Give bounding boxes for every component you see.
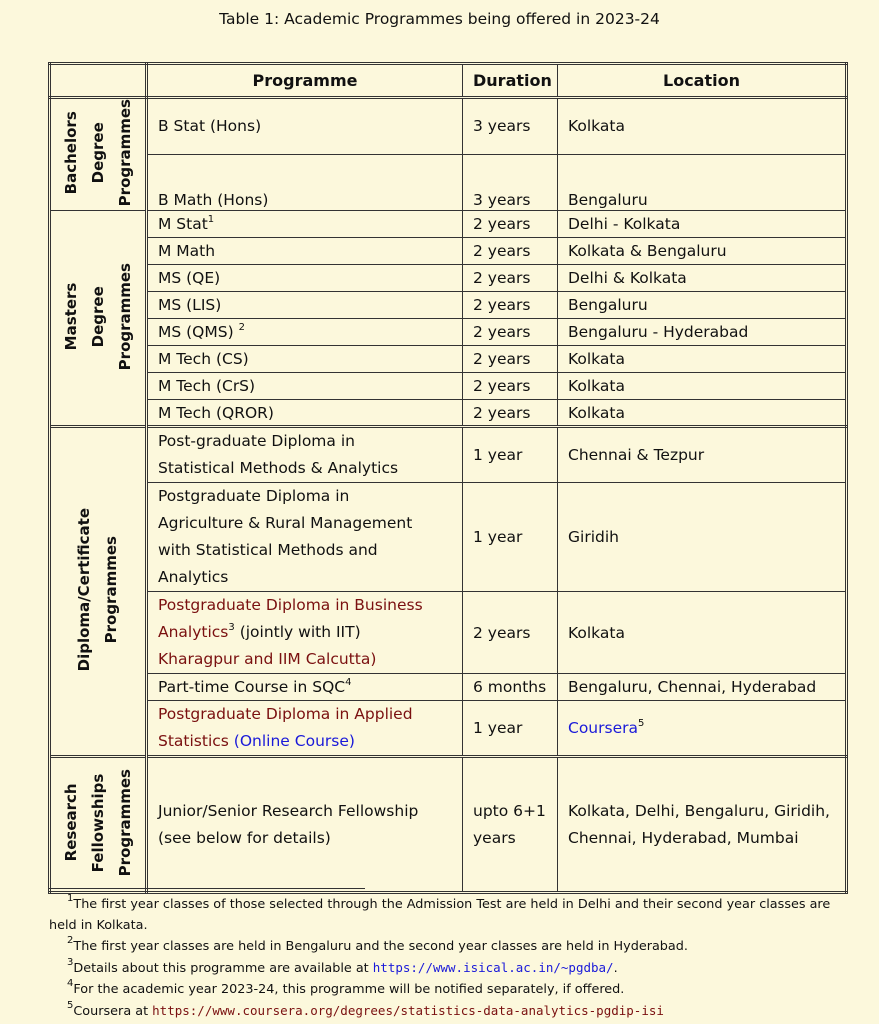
- location-cell: Kolkata: [558, 592, 847, 674]
- duration-cell: 1 year: [463, 701, 558, 757]
- programme-cell: M Math: [147, 238, 463, 265]
- duration-cell: 6 months: [463, 674, 558, 701]
- programme-cell: Postgraduate Diploma in Agriculture & Rural Management with Statistical Methods and Analytics: [147, 483, 463, 592]
- table-caption: Table 1: Academic Programmes being offered in 2023-24: [219, 10, 660, 28]
- duration-cell: 2 years: [463, 238, 558, 265]
- programmes-table: [48, 62, 848, 894]
- location-cell: Kolkata: [558, 346, 847, 373]
- corner-cell: [50, 64, 147, 98]
- header-duration: Duration: [463, 64, 558, 98]
- programme-cell: Post-graduate Diploma in Statistical Methods & Analytics: [147, 427, 463, 483]
- coursera-url-link[interactable]: https://www.coursera.org/degrees/statistics-data-analytics-pgdip-isi: [152, 1003, 664, 1018]
- programme-cell: [147, 701, 463, 757]
- footnote-2: $^2$The first year classes are held in Bengaluru and the second year classes are held in Hyderabad.: [67, 935, 688, 954]
- footnote-ref: 1: [207, 214, 215, 226]
- pgdas-link[interactable]: Postgraduate Diploma in Applied: [158, 705, 413, 724]
- location-cell: Bengaluru - Hyderabad: [558, 319, 847, 346]
- duration-cell: 3 years: [463, 154, 558, 211]
- duration-cell: 1 year: [463, 427, 558, 483]
- pgdba-link[interactable]: Postgraduate Diploma in Business: [158, 596, 423, 615]
- duration-cell: 2 years: [463, 211, 558, 238]
- duration-cell: upto 6+1 years: [463, 757, 558, 893]
- location-cell: Kolkata: [558, 373, 847, 400]
- programme-cell: Junior/Senior Research Fellowship (see below for details): [147, 757, 463, 893]
- duration-cell: 2 years: [463, 265, 558, 292]
- location-cell: Kolkata: [558, 98, 847, 155]
- coursera-link[interactable]: Coursera: [568, 719, 638, 738]
- location-cell: Kolkata, Delhi, Bengaluru, Giridih, Chennai, Hyderabad, Mumbai: [558, 757, 847, 893]
- programme-cell: MS (QE): [147, 265, 463, 292]
- footnotes: [49, 894, 844, 1022]
- programme-cell: M Tech (CS): [147, 346, 463, 373]
- location-cell: Bengaluru: [558, 292, 847, 319]
- location-cell: Delhi - Kolkata: [558, 211, 847, 238]
- pgdba-link[interactable]: Kharagpur and IIM Calcutta): [158, 650, 377, 669]
- programme-cell: B Math (Hons): [147, 154, 463, 211]
- location-cell: Giridih: [558, 483, 847, 592]
- location-cell: Delhi & Kolkata: [558, 265, 847, 292]
- footnote-4: $^4$For the academic year 2023-24, this programme will be notified separately, if offered.: [67, 978, 625, 997]
- duration-cell: 2 years: [463, 292, 558, 319]
- group-masters: Masters Degree Programmes: [50, 211, 147, 427]
- duration-cell: 2 years: [463, 592, 558, 674]
- header-location: Location: [558, 64, 847, 98]
- footnote-ref: 4: [345, 677, 352, 689]
- footnote-ref: 5: [638, 718, 645, 730]
- footnote-ref: 3: [228, 622, 235, 634]
- location-cell: Chennai & Tezpur: [558, 427, 847, 483]
- group-bachelors: Bachelors Degree Programmes: [50, 98, 147, 211]
- programme-cell: Postgraduate Diploma in Business Analytics$^3$ (jointly with IIT) Kharagpur and IIM Calcutta): [147, 592, 463, 674]
- location-cell: Bengaluru: [558, 154, 847, 211]
- programme-cell: M Tech (QROR): [147, 400, 463, 427]
- duration-cell: 1 year: [463, 483, 558, 592]
- location-cell: Bengaluru, Chennai, Hyderabad: [558, 674, 847, 701]
- programme-cell: M Stat$^1$: [147, 211, 463, 238]
- programme-cell: MS (QMS) $^2$: [147, 319, 463, 346]
- duration-cell: 2 years: [463, 346, 558, 373]
- header-programme: Programme: [147, 64, 463, 98]
- location-cell: Kolkata & Bengaluru: [558, 238, 847, 265]
- footnote-3: $^3$Details about this programme are available at https://www.isical.ac.in/~pgdba/.: [67, 957, 618, 976]
- group-diploma: Diploma/Certificate Programmes: [50, 427, 147, 757]
- programme-cell: M Tech (CrS): [147, 373, 463, 400]
- footnote-5: $^5$Coursera at https://www.coursera.org/degrees/statistics-data-analytics-pgdip-isi: [67, 1000, 664, 1019]
- group-research: Research Fellowships Programmes: [50, 757, 147, 893]
- pgdba-link[interactable]: Analytics: [158, 623, 229, 642]
- pgdas-link[interactable]: Statistics: [158, 732, 234, 751]
- duration-cell: 3 years: [463, 98, 558, 155]
- location-cell: Kolkata: [558, 400, 847, 427]
- online-course-link[interactable]: (Online Course): [233, 732, 355, 751]
- location-cell: [558, 701, 847, 757]
- programme-cell: Part-time Course in SQC$^4$: [147, 674, 463, 701]
- pgdba-url-link[interactable]: https://www.isical.ac.in/~pgdba/: [372, 960, 614, 975]
- duration-cell: 2 years: [463, 373, 558, 400]
- footnote-ref: 2: [238, 322, 245, 334]
- programme-cell: B Stat (Hons): [147, 98, 463, 155]
- duration-cell: 2 years: [463, 400, 558, 427]
- programme-cell: MS (LIS): [147, 292, 463, 319]
- footnote-rule: [49, 888, 365, 889]
- duration-cell: 2 years: [463, 319, 558, 346]
- footnote-1: $^1$The first year classes of those selected through the Admission Test are held in Delhi and their second year classes are held in Kolkata.: [49, 893, 831, 933]
